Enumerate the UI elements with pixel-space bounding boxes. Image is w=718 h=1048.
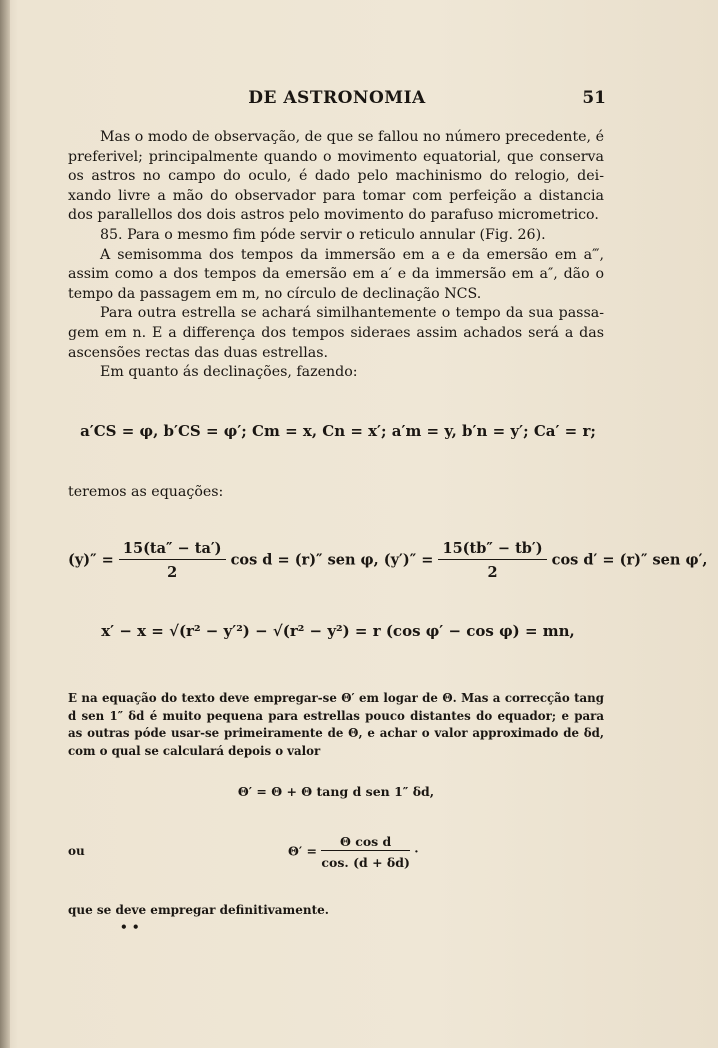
fraction-numerator: Θ cos d <box>321 834 410 851</box>
signature-mark: • • <box>120 920 140 934</box>
fraction <box>119 540 226 581</box>
closing-line: que se deve empregar definitivamente. <box>68 903 329 917</box>
paragraph: Em quanto ás declinações, fazendo: <box>100 364 358 381</box>
theta-fraction-formula <box>288 834 419 870</box>
paragraph: A semisomma dos tempos da immersão em a e da emersão em a‴, assim como a dos tempos da emersão em a′ e da immersão em a″, dão o tempo da passagem em m, no círculo de declinação NCS. <box>68 246 604 302</box>
eq-right: cos d′ = (r)″ sen φ′, <box>551 551 708 569</box>
theta-formula: Θ′ = Θ + Θ tang d sen 1″ δd, <box>237 784 435 799</box>
fraction-numerator: 15(tb″ − tb′) <box>438 540 546 560</box>
paragraph: Mas o modo de observação, de que se fallou no número precedente, é preferivel; principalmente quando o movimento equatorial, que conserva os astros no campo do oculo, é dado pelo machinismo do relogio, dei-xando livre a mão do observador para tomar com perfeição a distancia dos parallellos dos dois astros pelo movimento do parafuso micrometrico. <box>68 129 604 224</box>
page-number: 51 <box>582 88 606 108</box>
fraction <box>438 540 546 581</box>
differential-equations <box>68 540 708 581</box>
fraction-denominator: 2 <box>167 564 178 581</box>
fraction-denominator: 2 <box>487 564 498 581</box>
footnote-paragraph: E na equação do texto deve empregar-se Θ′ em logar de Θ. Mas a correcção tang d sen 1″ δd é muito pequena para estrellas pouco distantes do equador; e para as outras póde usar-se primeiramente de Θ, e achar o valor approximado de δd, com o qual se calculará depois o valor <box>68 691 604 758</box>
ou-label: ou <box>68 844 85 858</box>
paragraph-85: 85. Para o mesmo fim póde servir o reticulo annular (Fig. 26). <box>100 226 546 243</box>
main-text <box>68 128 604 383</box>
fraction-numerator: 15(ta″ − ta′) <box>119 540 226 560</box>
alternative-formula-row <box>68 834 604 874</box>
eq-middle: cos d = (r)″ sen φ, (y′)″ = <box>230 551 434 569</box>
fraction <box>321 834 410 870</box>
formula-tail: · <box>414 843 419 859</box>
footnote-text <box>68 690 604 760</box>
theta-lhs: Θ′ = <box>288 843 318 859</box>
eq-lhs-y: (y)″ = <box>68 551 114 569</box>
difference-formula: x′ − x = √(r² − y′²) − √(r² − y²) = r (cos φ′ − cos φ) = mn, <box>101 622 575 640</box>
equations-intro: teremos as equações: <box>68 484 224 500</box>
running-title: DE ASTRONOMIA <box>248 88 426 108</box>
fraction-denominator: cos. (d + δd) <box>321 855 410 870</box>
definitions-formula: a′CS = φ, b′CS = φ′; Cm = x, Cn = x′; a′m = y, b′n = y′; Ca′ = r; <box>80 422 596 440</box>
page-spine-shadow <box>0 0 10 1048</box>
page-header <box>68 88 606 112</box>
paragraph: Para outra estrella se achará similhantemente o tempo da sua passa-gem em n. E a differença dos tempos sideraes assim achados será a das ascensões rectas das duas estrellas. <box>68 305 604 361</box>
